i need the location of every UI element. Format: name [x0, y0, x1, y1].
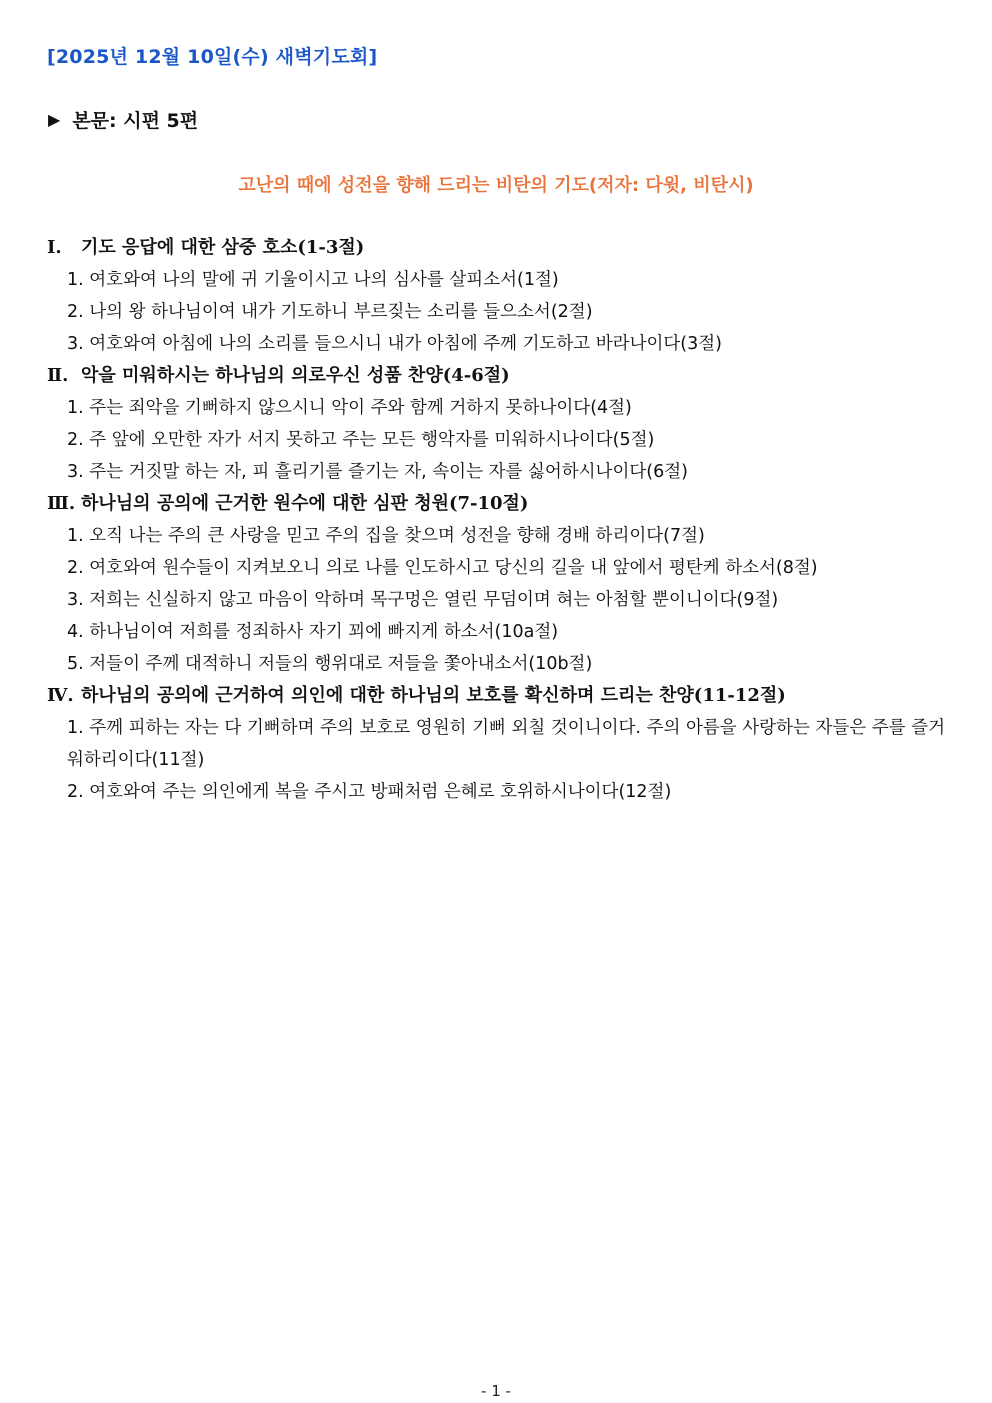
section-numeral: Ⅱ.: [47, 365, 69, 386]
passage-reference: [48, 106, 198, 133]
outline-item: 1. 오직 나는 주의 큰 사랑을 믿고 주의 집을 찾으며 성전을 향해 경배 하리이다(7절): [67, 526, 705, 546]
section-heading: [47, 360, 945, 392]
outline-item: 1. 여호와여 나의 말에 귀 기울이시고 나의 심사를 살피소서(1절): [67, 270, 559, 290]
outline-item: 2. 여호와여 원수들이 지켜보오니 의로 나를 인도하시고 당신의 길을 내 앞에서 평탄케 하소서(8절): [67, 558, 818, 578]
section-title: 악을 미워하시는 하나님의 의로우신 성품 찬양(4-6절): [81, 365, 510, 386]
section-numeral: Ⅰ.: [47, 237, 62, 258]
section-numeral: Ⅳ.: [47, 685, 74, 706]
outline-item: 2. 여호와여 주는 의인에게 복을 주시고 방패처럼 은혜로 호위하시나이다(12절): [67, 782, 672, 802]
sermon-subtitle: 고난의 때에 성전을 향해 드리는 비탄의 기도(저자: 다윗, 비탄시): [238, 175, 754, 196]
outline-item: 3. 주는 거짓말 하는 자, 피 흘리기를 즐기는 자, 속이는 자를 싫어하시나이다(6절): [67, 462, 688, 482]
header-date-title: [2025년 12월 10일(수) 새벽기도회]: [47, 46, 378, 68]
section-title: 하나님의 공의에 근거하여 의인에 대한 하나님의 보호를 확신하며 드리는 찬양(11-12절): [81, 685, 786, 706]
outline-item: 3. 저희는 신실하지 않고 마음이 악하며 목구멍은 열린 무덤이며 혀는 아첨할 뿐이니이다(9절): [67, 590, 779, 610]
outline-item: 3. 여호와여 아침에 나의 소리를 들으시니 내가 아침에 주께 기도하고 바라나이다(3절): [67, 334, 722, 354]
section-title: 기도 응답에 대한 삼중 호소(1-3절): [81, 237, 365, 258]
sermon-outline: [47, 232, 945, 808]
page-number: - 1 -: [481, 1382, 511, 1400]
section-numeral: Ⅲ.: [47, 493, 76, 514]
outline-item: 2. 나의 왕 하나님이여 내가 기도하니 부르짖는 소리를 들으소서(2절): [67, 302, 593, 322]
outline-item: 4. 하나님이여 저희를 정죄하사 자기 꾀에 빠지게 하소서(10a절): [67, 622, 559, 642]
outline-item: 1. 주께 피하는 자는 다 기뻐하며 주의 보호로 영원히 기뻐 외칠 것이니이다. 주의 아름을 사랑하는 자들은 주를 즐거워하리이다(11절): [67, 718, 945, 770]
passage-label: 본문: 시편 5편: [72, 110, 199, 132]
section-heading: [47, 488, 945, 520]
black-right-pointing-triangle-icon: ▶: [48, 109, 61, 129]
section-heading: [47, 680, 945, 712]
section-heading: [47, 232, 945, 264]
outline-item: 5. 저들이 주께 대적하니 저들의 행위대로 저들을 쫓아내소서(10b절): [67, 654, 593, 674]
outline-item: 1. 주는 죄악을 기뻐하지 않으시니 악이 주와 함께 거하지 못하나이다(4절): [67, 398, 632, 418]
outline-item: 2. 주 앞에 오만한 자가 서지 못하고 주는 모든 행악자를 미워하시나이다(5절): [67, 430, 655, 450]
section-title: 하나님의 공의에 근거한 원수에 대한 심판 청원(7-10절): [81, 493, 529, 514]
